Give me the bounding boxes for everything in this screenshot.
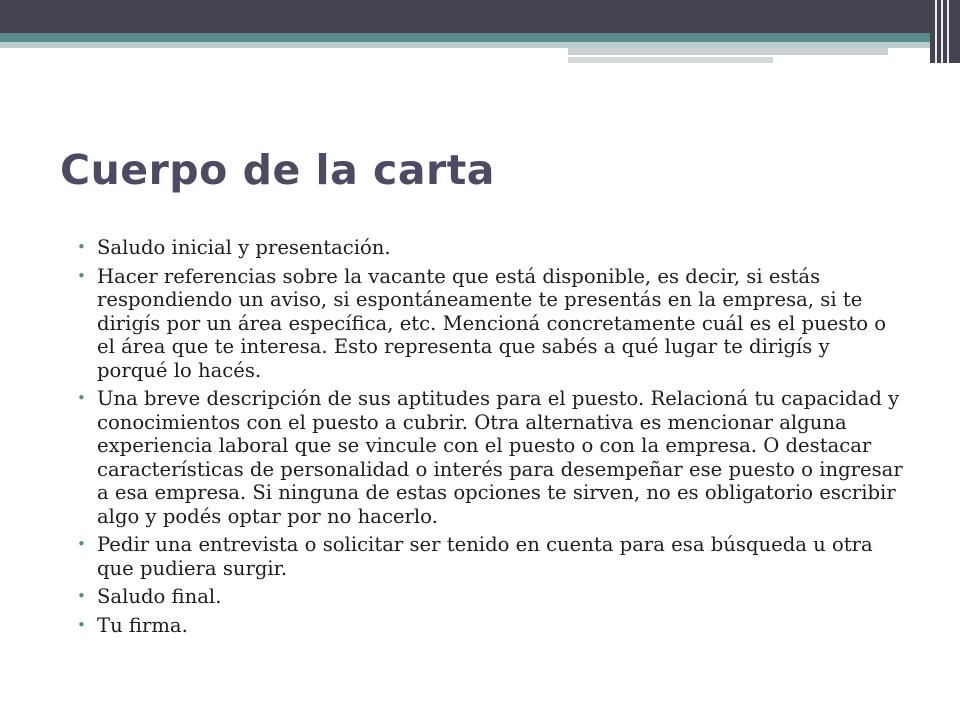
bullet-list (77, 236, 903, 642)
bullet-item (77, 585, 903, 609)
corner-decoration (930, 0, 960, 63)
bullet-text: Saludo final. (97, 585, 222, 608)
bullet-marker: • (77, 535, 86, 553)
bullet-text: Tu firma. (97, 613, 188, 637)
bullet-item (77, 533, 903, 580)
decor-stripe-short (568, 57, 773, 63)
bullet-text: Una breve descripción de sus aptitudes para el puesto. Relacioná tu capacidad y conocimientos con el puesto a cubrir. Otra alternativa es mencionar alguna experiencia laboral que se vincule con el puesto o con la empresa. O destacar características de personalidad o interés para desempeñar ese puesto o ingresar a esa empresa. Si ninguna de estas opciones te sirven, no es obligatorio escribir algo y podés optar por no hacerlo. (97, 387, 903, 528)
bullet-item (77, 265, 903, 383)
accent-stripe (0, 33, 930, 42)
bullet-marker: • (77, 587, 86, 605)
bullet-marker: • (77, 389, 86, 407)
bullet-item (77, 387, 903, 528)
slide-title: Cuerpo de la carta (60, 146, 495, 194)
header-band (0, 0, 960, 36)
bullet-text: Pedir una entrevista o solicitar ser tenido en cuenta para esa búsqueda u otra que pudiera surgir. (97, 533, 873, 580)
bullet-marker: • (77, 238, 86, 256)
decor-stripe (568, 48, 888, 55)
bullet-item (77, 236, 903, 260)
bullet-text: Hacer referencias sobre la vacante que está disponible, es decir, si estás respondiendo un aviso, si espontáneamente te presentás en la empresa, si te dirigís por un área específica, etc. Mencioná concretamente cuál es el puesto o el área que te interesa. Esto representa que sabés a qué lugar te dirigís y porqué lo hacés. (97, 264, 887, 382)
bullet-text: Saludo inicial y presentación. (97, 236, 391, 259)
bullet-item (77, 614, 903, 638)
bullet-marker: • (77, 266, 86, 285)
bullet-marker: • (77, 615, 86, 634)
